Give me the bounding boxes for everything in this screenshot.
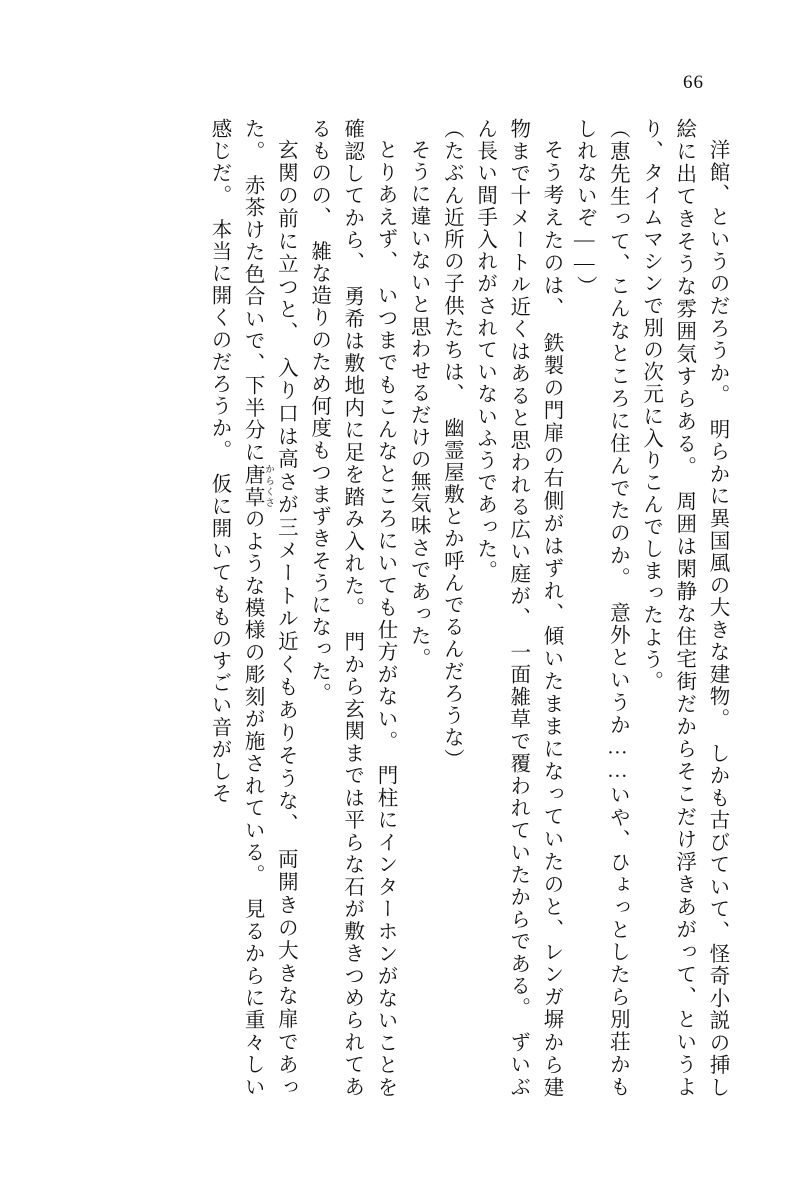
paragraph: そう考えたのは、 鉄製の門扉の右側がはずれ、傾いたままになっていたのと、レンガ塀から建物まで十メートル近くはあると思われる広い庭が、 一面雑草で覆われていたからである。 ずいぶん長い間手入れがされていないふうであった。 [473,118,562,1098]
paragraph-with-ruby: 玄関の前に立つと、 入り口は高さが三メートル近くもありそうな、 両開きの大きな扉であった。 赤茶けた色合いで、下半分に唐草 からくさのような模様の彫刻が施されている。 見るからに重々しい感じだ。 本当に開くのだろうか。 仮に開いてもものすごい音がしそ [207,118,297,1099]
ruby-annotation: 唐草 からくさ [241,463,274,509]
paragraph: （たぶん近所の子供たちは、 幽霊屋敷とか呼んでるんだろうな） [440,118,463,771]
paragraph: （恵先生って、こんなところに住んでたのか。 意外というか……いや、ひょっとしたら別荘かもしれないぞ——） [573,118,629,1098]
page-number: 66 [683,72,704,93]
paragraph: とりあえず、 いつまでもこんなところにいても仕方がない。 門柱にインターホンがないことを確認してから、 勇希は敷地内に足を踏み入れた。 門から玄関までは平らな石が敷きつめられてあるものの、 雑な造りのため何度もつまずきそうになった。 [307,118,396,1098]
paragraph: そうに違いないと思わせるだけの無気味さであった。 [407,138,430,669]
paragraph: 洋館、というのだろうか。 明らかに異国風の大きな建物。 しかも古びていて、怪奇小説の挿し絵に出てきそうな雰囲気すらある。 周囲は閑静な住宅街だからそこだけ浮きあがって、というより、タイムマシンで別の次元に入りこんでしまったよう。 [639,118,728,1098]
page-body-text [78,118,733,1098]
